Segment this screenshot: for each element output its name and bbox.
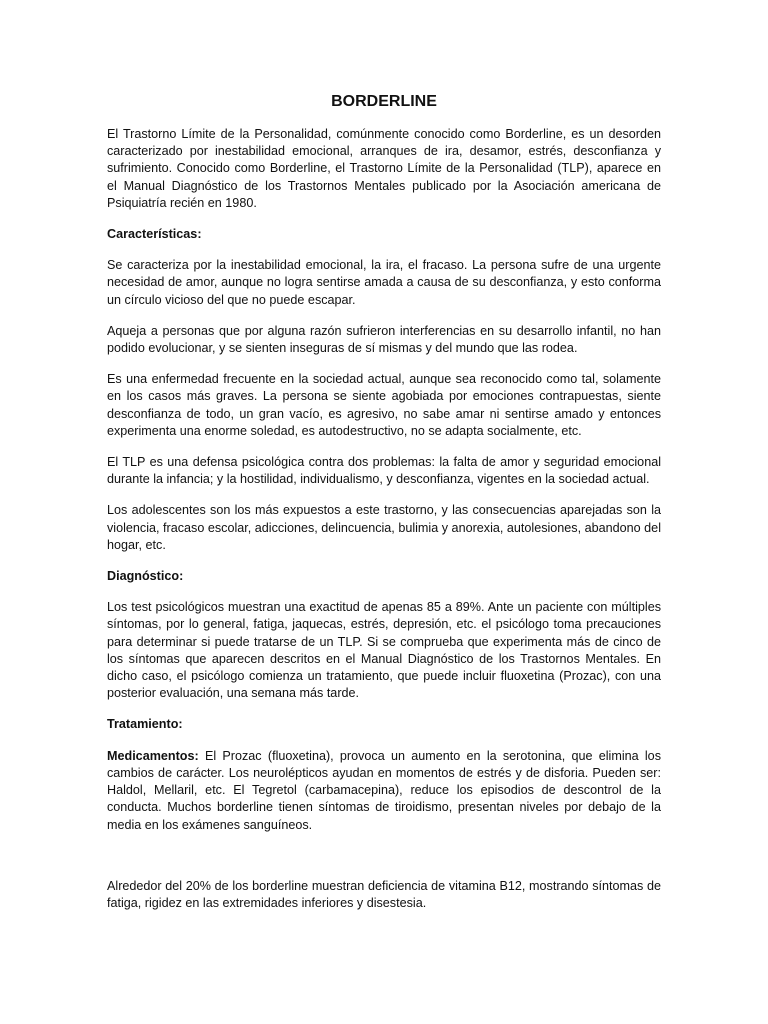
section-heading-tratamiento: Tratamiento:	[107, 717, 183, 732]
final-paragraph: Alrededor del 20% de los borderline muestran deficiencia de vitamina B12, mostrando síntomas de fatiga, rigidez en las extremidades inferiores y disestesia.	[107, 878, 661, 910]
paragraph: Es una enfermedad frecuente en la sociedad actual, aunque sea reconocido como tal, solamente en los casos más graves. La persona se siente agobiada por emociones contrapuestas, siente desconfianza de todo, un gran vacío, es agresivo, no sabe amar ni sentirse amado y entonces experimenta una enorme soledad, es autodestructivo, no se adapta socialmente, etc.	[107, 372, 661, 438]
intro-paragraph: El Trastorno Límite de la Personalidad, comúnmente conocido como Borderline, es un desorden caracterizado por inestabilidad emocional, arranques de ira, desamor, estrés, desconfianza y sufrimiento. Conocido como Borderline, el Trastorno Límite de la Personalidad (TLP), aparece en el Manual Diagnóstico de los Trastornos Mentales publicado por la Asociación americana de Psiquiatría recién en 1980.	[107, 127, 661, 210]
section-heading-diagnostico: Diagnóstico:	[107, 569, 184, 584]
paragraph: Se caracteriza por la inestabilidad emocional, la ira, el fracaso. La persona sufre de una urgente necesidad de amor, aunque no logra sentirse amada a causa de su desconfianza, y esto conforma un círculo vicioso del que no puede escapar.	[107, 258, 661, 307]
paragraph: Los test psicológicos muestran una exactitud de apenas 85 a 89%. Ante un paciente con múltiples síntomas, por lo general, fatiga, jaquecas, estrés, depresión, etc. el psicólogo toma precauciones para determinar si puede tratarse de un TLP. Si se comprueba que experimenta más de cinco de los síntomas que aparecen descritos en el Manual Diagnóstico de los Trastornos Mentales. En dicho caso, el psicólogo comienza un tratamiento, que puede incluir fluoxetina (Prozac), con una posterior evaluación, una semana más tarde.	[107, 600, 661, 701]
section-heading-caracteristicas: Características:	[107, 227, 202, 242]
medicamentos-text: El Prozac (fluoxetina), provoca un aumento en la serotonina, que elimina los cambios de carácter. Los neurolépticos ayudan en momentos de estrés y de disforia. Pueden ser: Haldol, Mellaril, etc. El Tegretol (carbamacepina), reduce los episodios de descontrol de la conducta. Muchos borderline tienen síntomas de tiroidismo, presentan niveles por debajo de la media en los exámenes sanguíneos.	[107, 748, 661, 832]
medicamentos-label: Medicamentos:	[107, 748, 199, 763]
paragraph: El TLP es una defensa psicológica contra dos problemas: la falta de amor y seguridad emocional durante la infancia; y la hostilidad, individualismo, y desconfianza, vigentes en la sociedad actual.	[107, 455, 661, 487]
document-title: BORDERLINE	[331, 93, 437, 110]
document-page	[107, 92, 661, 926]
spacer	[107, 848, 661, 878]
medicamentos-paragraph	[107, 748, 661, 834]
paragraph: Los adolescentes son los más expuestos a este trastorno, y las consecuencias aparejadas son la violencia, fracaso escolar, adicciones, delincuencia, bulimia y anorexia, autolesiones, abandono del hogar, etc.	[107, 503, 661, 552]
paragraph: Aqueja a personas que por alguna razón sufrieron interferencias en su desarrollo infantil, no han podido evolucionar, y se sienten inseguras de sí mismas y del mundo que las rodea.	[107, 323, 661, 356]
